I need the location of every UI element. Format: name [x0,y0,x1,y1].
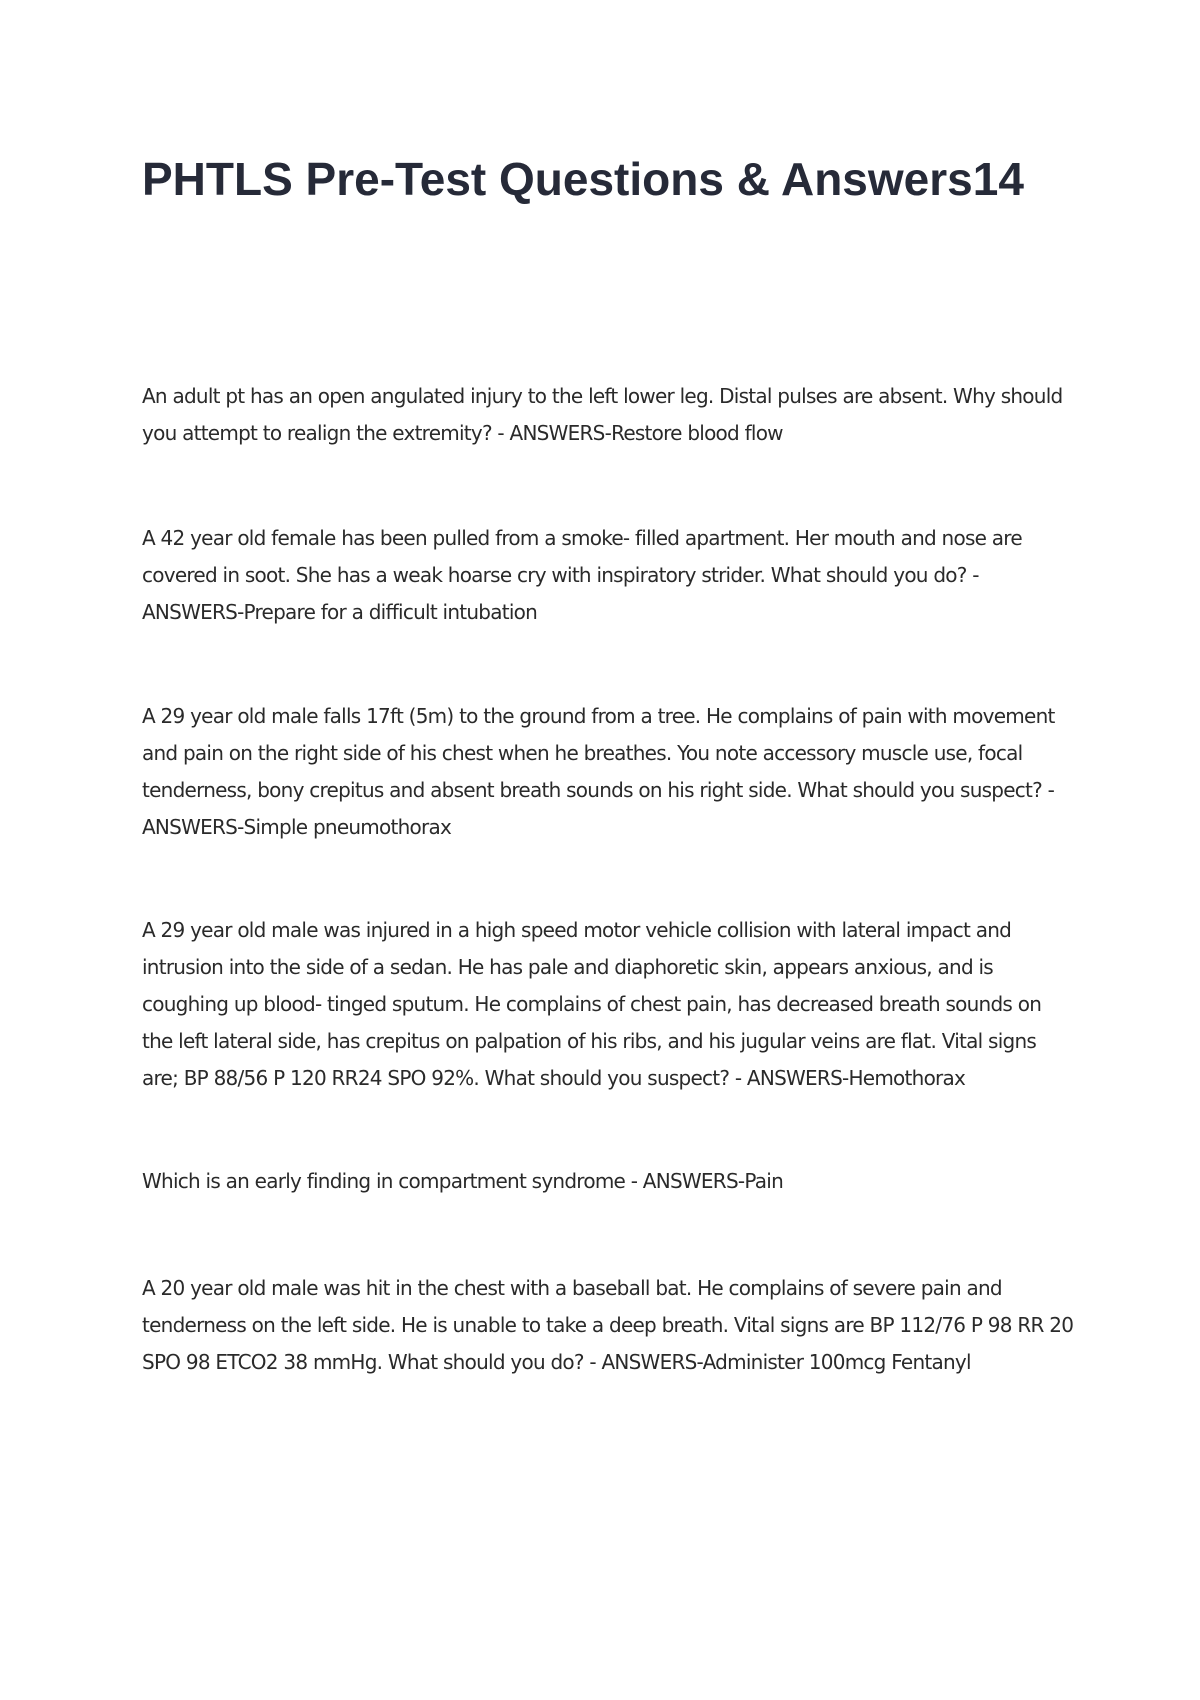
page-title: PHTLS Pre-Test Questions & Answers14 [142,153,1024,205]
qa-item: A 42 year old female has been pulled from a smoke- filled apartment. Her mouth and nose are covered in soot. She has a weak hoarse cry with inspiratory strider. What should you do? - ANSWERS-Prepare for a difficult intubation [142,526,1022,624]
qa-item: A 20 year old male was hit in the chest with a baseball bat. He complains of severe pain and tenderness on the left side. He is unable to take a deep breath. Vital signs are BP 112/76 P 98 RR 20 SPO 98 ETCO2 38 mmHg. What should you do? - ANSWERS-Administer 100mcg Fentanyl [142,1276,1074,1374]
qa-item: A 29 year old male was injured in a high speed motor vehicle collision with lateral impact and intrusion into the side of a sedan. He has pale and diaphoretic skin, appears anxious, and is coughing up blood- tinged sputum. He complains of chest pain, has decreased breath sounds on the left lateral side, has crepitus on palpation of his ribs, and his jugular veins are flat. Vital signs are; BP 88/56 P 120 RR24 SPO 92%. What should you suspect? - ANSWERS-Hemothorax [142,918,1042,1090]
qa-item: An adult pt has an open angulated injury to the left lower leg. Distal pulses are absent. Why should you attempt to realign the extremity? - ANSWERS-Restore blood flow [142,384,1063,445]
qa-item: Which is an early finding in compartment syndrome - ANSWERS-Pain [142,1169,784,1193]
qa-item: A 29 year old male falls 17ft (5m) to the ground from a tree. He complains of pain with movement and pain on the right side of his chest when he breathes. You note accessory muscle use, focal tenderness, bony crepitus and absent breath sounds on his right side. What should you suspect? - ANSWERS-Simple pneumothorax [142,704,1055,839]
